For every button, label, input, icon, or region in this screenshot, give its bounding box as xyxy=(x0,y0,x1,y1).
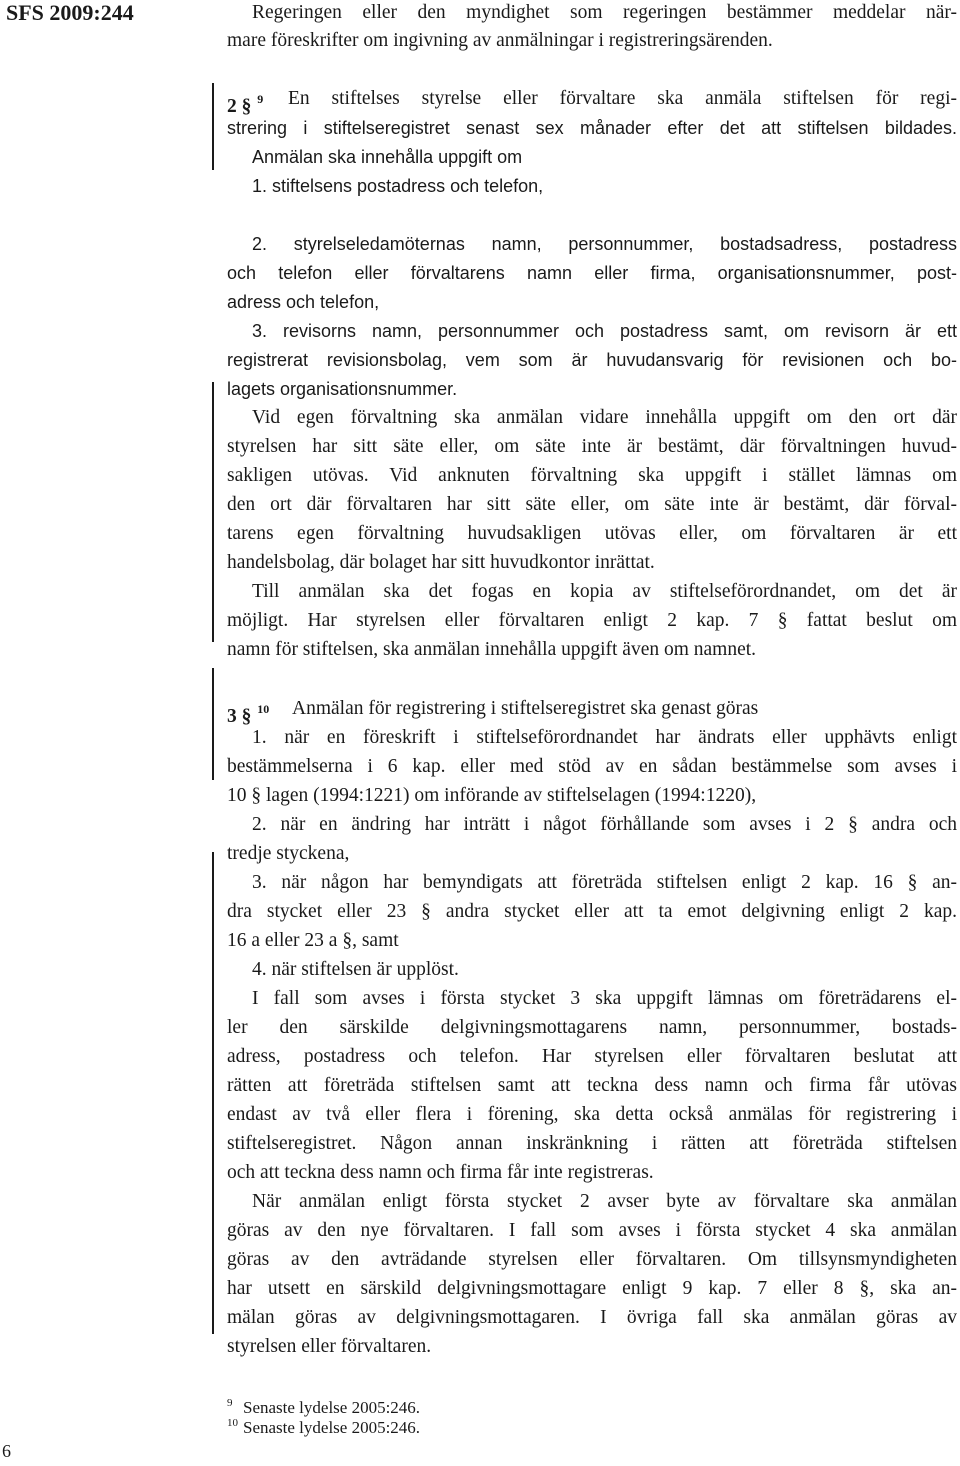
footnote-text: Senaste lydelse 2005:246. xyxy=(243,1398,421,1417)
change-bar xyxy=(212,382,214,642)
text-line: sakligen utövas. Vid anknuten förvaltning ska uppgift i stället lämnas om xyxy=(227,465,957,486)
text-line: När anmälan enligt första stycket 2 avser byte av förvaltare ska anmälan xyxy=(252,1191,957,1212)
section-mark: 2 § $^9$ xyxy=(227,92,264,117)
text-line: I fall som avses i första stycket 3 ska uppgift lämnas om företrädarens el- xyxy=(252,988,957,1009)
section-mark: 3 § $^{10}$ xyxy=(227,702,270,727)
text-line: registrerat revisionsbolag, vem som är huvudansvarig för revisionen och bo- xyxy=(227,350,957,370)
text-line: handelsbolag, där bolaget har sitt huvudkontor inrättat. xyxy=(227,552,655,573)
text-line: stiftelseregistret. Någon annan inskränkning i rätten att företräda stiftelsen xyxy=(227,1133,957,1154)
text-line: tredje styckena, xyxy=(227,843,350,864)
text-line: Vid egen förvaltning ska anmälan vidare innehålla uppgift om den ort där xyxy=(252,407,957,428)
text-line: göras av den avträdande styrelsen eller förvaltaren. Om tillsynsmyndigheten xyxy=(227,1249,957,1270)
text-line: styrelsen har sitt säte eller, om säte inte är bestämt, där förvaltningen huvud- xyxy=(227,436,957,457)
change-bar xyxy=(212,668,214,780)
text-line: 16 a eller 23 a §, samt xyxy=(227,930,399,951)
text-line: har utsett en särskild delgivningsmottagare enligt 9 kap. 7 eller 8 §, ska an- xyxy=(227,1278,957,1299)
footnote-number: 9 xyxy=(227,1397,233,1409)
text-line: och telefon eller förvaltarens namn eller firma, organisationsnummer, post- xyxy=(227,263,957,283)
change-bar xyxy=(212,852,214,1334)
text-line: möjligt. Har styrelsen eller förvaltaren enligt 2 kap. 7 § fattat beslut om xyxy=(227,610,957,631)
text-line: tarens egen förvaltning huvudsakligen utövas eller, om förvaltaren är ett xyxy=(227,523,957,544)
text-line: adress och telefon, xyxy=(227,292,380,312)
sfs-number: SFS 2009:244 xyxy=(6,0,134,25)
text-line: lagets organisationsnummer. xyxy=(227,379,458,399)
text-line: mare föreskrifter om ingivning av anmälningar i registreringsärenden. xyxy=(227,30,773,51)
page-number: 6 xyxy=(2,1441,11,1461)
text-line: 3. revisorns namn, personnummer och postadress samt, om revisorn är ett xyxy=(252,321,957,341)
text-line: Anmälan för registrering i stiftelseregistret ska genast göras xyxy=(292,698,759,719)
text-line: styrelsen eller förvaltaren. xyxy=(227,1336,432,1357)
text-line: Anmälan ska innehålla uppgift om xyxy=(252,147,523,167)
footnote xyxy=(227,1413,420,1438)
footnote-ref: 9 xyxy=(257,92,264,106)
text-line: bestämmelserna i 6 kap. eller med stöd av en sådan bestämmelse som avses i xyxy=(227,756,957,777)
text-line: göras av den nye förvaltaren. I fall som avses i första stycket 4 ska anmälan xyxy=(227,1220,957,1241)
text-line: 4. när stiftelsen är upplöst. xyxy=(252,959,459,980)
text-line: endast av två eller flera i förening, ska detta också anmälas för registrering i xyxy=(227,1104,957,1125)
text-line: rätten att företräda stiftelsen samt att teckna dess namn och firma får utövas xyxy=(227,1075,957,1096)
footnote-text: Senaste lydelse 2005:246. xyxy=(243,1418,421,1437)
text-line: Regeringen eller den myndighet som regeringen bestämmer meddelar när- xyxy=(252,2,957,23)
text-line: den ort där förvaltaren har sitt säte eller, om säte inte är bestämt, där förval- xyxy=(227,494,957,515)
text-line: En stiftelses styrelse eller förvaltare ska anmäla stiftelsen för regi- xyxy=(288,88,957,109)
text-line: mälan göras av delgivningsmottagaren. I övriga fall ska anmälan göras av xyxy=(227,1307,957,1328)
text-line: strering i stiftelseregistret senast sex månader efter det att stiftelsen bildades. xyxy=(227,118,957,138)
text-line: och att teckna dess namn och firma får inte registreras. xyxy=(227,1162,654,1183)
text-line: ler den särskilde delgivningsmottagarens namn, personnummer, bostads- xyxy=(227,1017,957,1038)
text-line: namn för stiftelsen, ska anmälan innehålla uppgift även om namnet. xyxy=(227,639,757,660)
text-line: 2. när en ändring har inträtt i något förhållande som avses i 2 § andra och xyxy=(252,814,957,835)
text-line: 10 § lagen (1994:1221) om införande av stiftelselagen (1994:1220), xyxy=(227,785,757,806)
change-bar xyxy=(212,83,214,170)
text-line: 1. stiftelsens postadress och telefon, xyxy=(252,176,544,196)
text-line: 2. styrelseledamöternas namn, personnummer, bostadsadress, postadress xyxy=(252,234,957,254)
text-line: 1. när en föreskrift i stiftelseförordnandet har ändrats eller upphävts enligt xyxy=(252,727,957,748)
footnote-number: 10 xyxy=(227,1417,238,1429)
text-line: Till anmälan ska det fogas en kopia av stiftelseförordnandet, om det är xyxy=(252,581,957,602)
text-line: dra stycket eller 23 § andra stycket eller att ta emot delgivning enligt 2 kap. xyxy=(227,901,957,922)
footnote-ref: 10 xyxy=(257,702,270,716)
text-line: 3. när någon har bemyndigats att företräda stiftelsen enligt 2 kap. 16 § an- xyxy=(252,872,957,893)
text-line: adress, postadress och telefon. Har styrelsen eller förvaltaren beslutat att xyxy=(227,1046,957,1067)
